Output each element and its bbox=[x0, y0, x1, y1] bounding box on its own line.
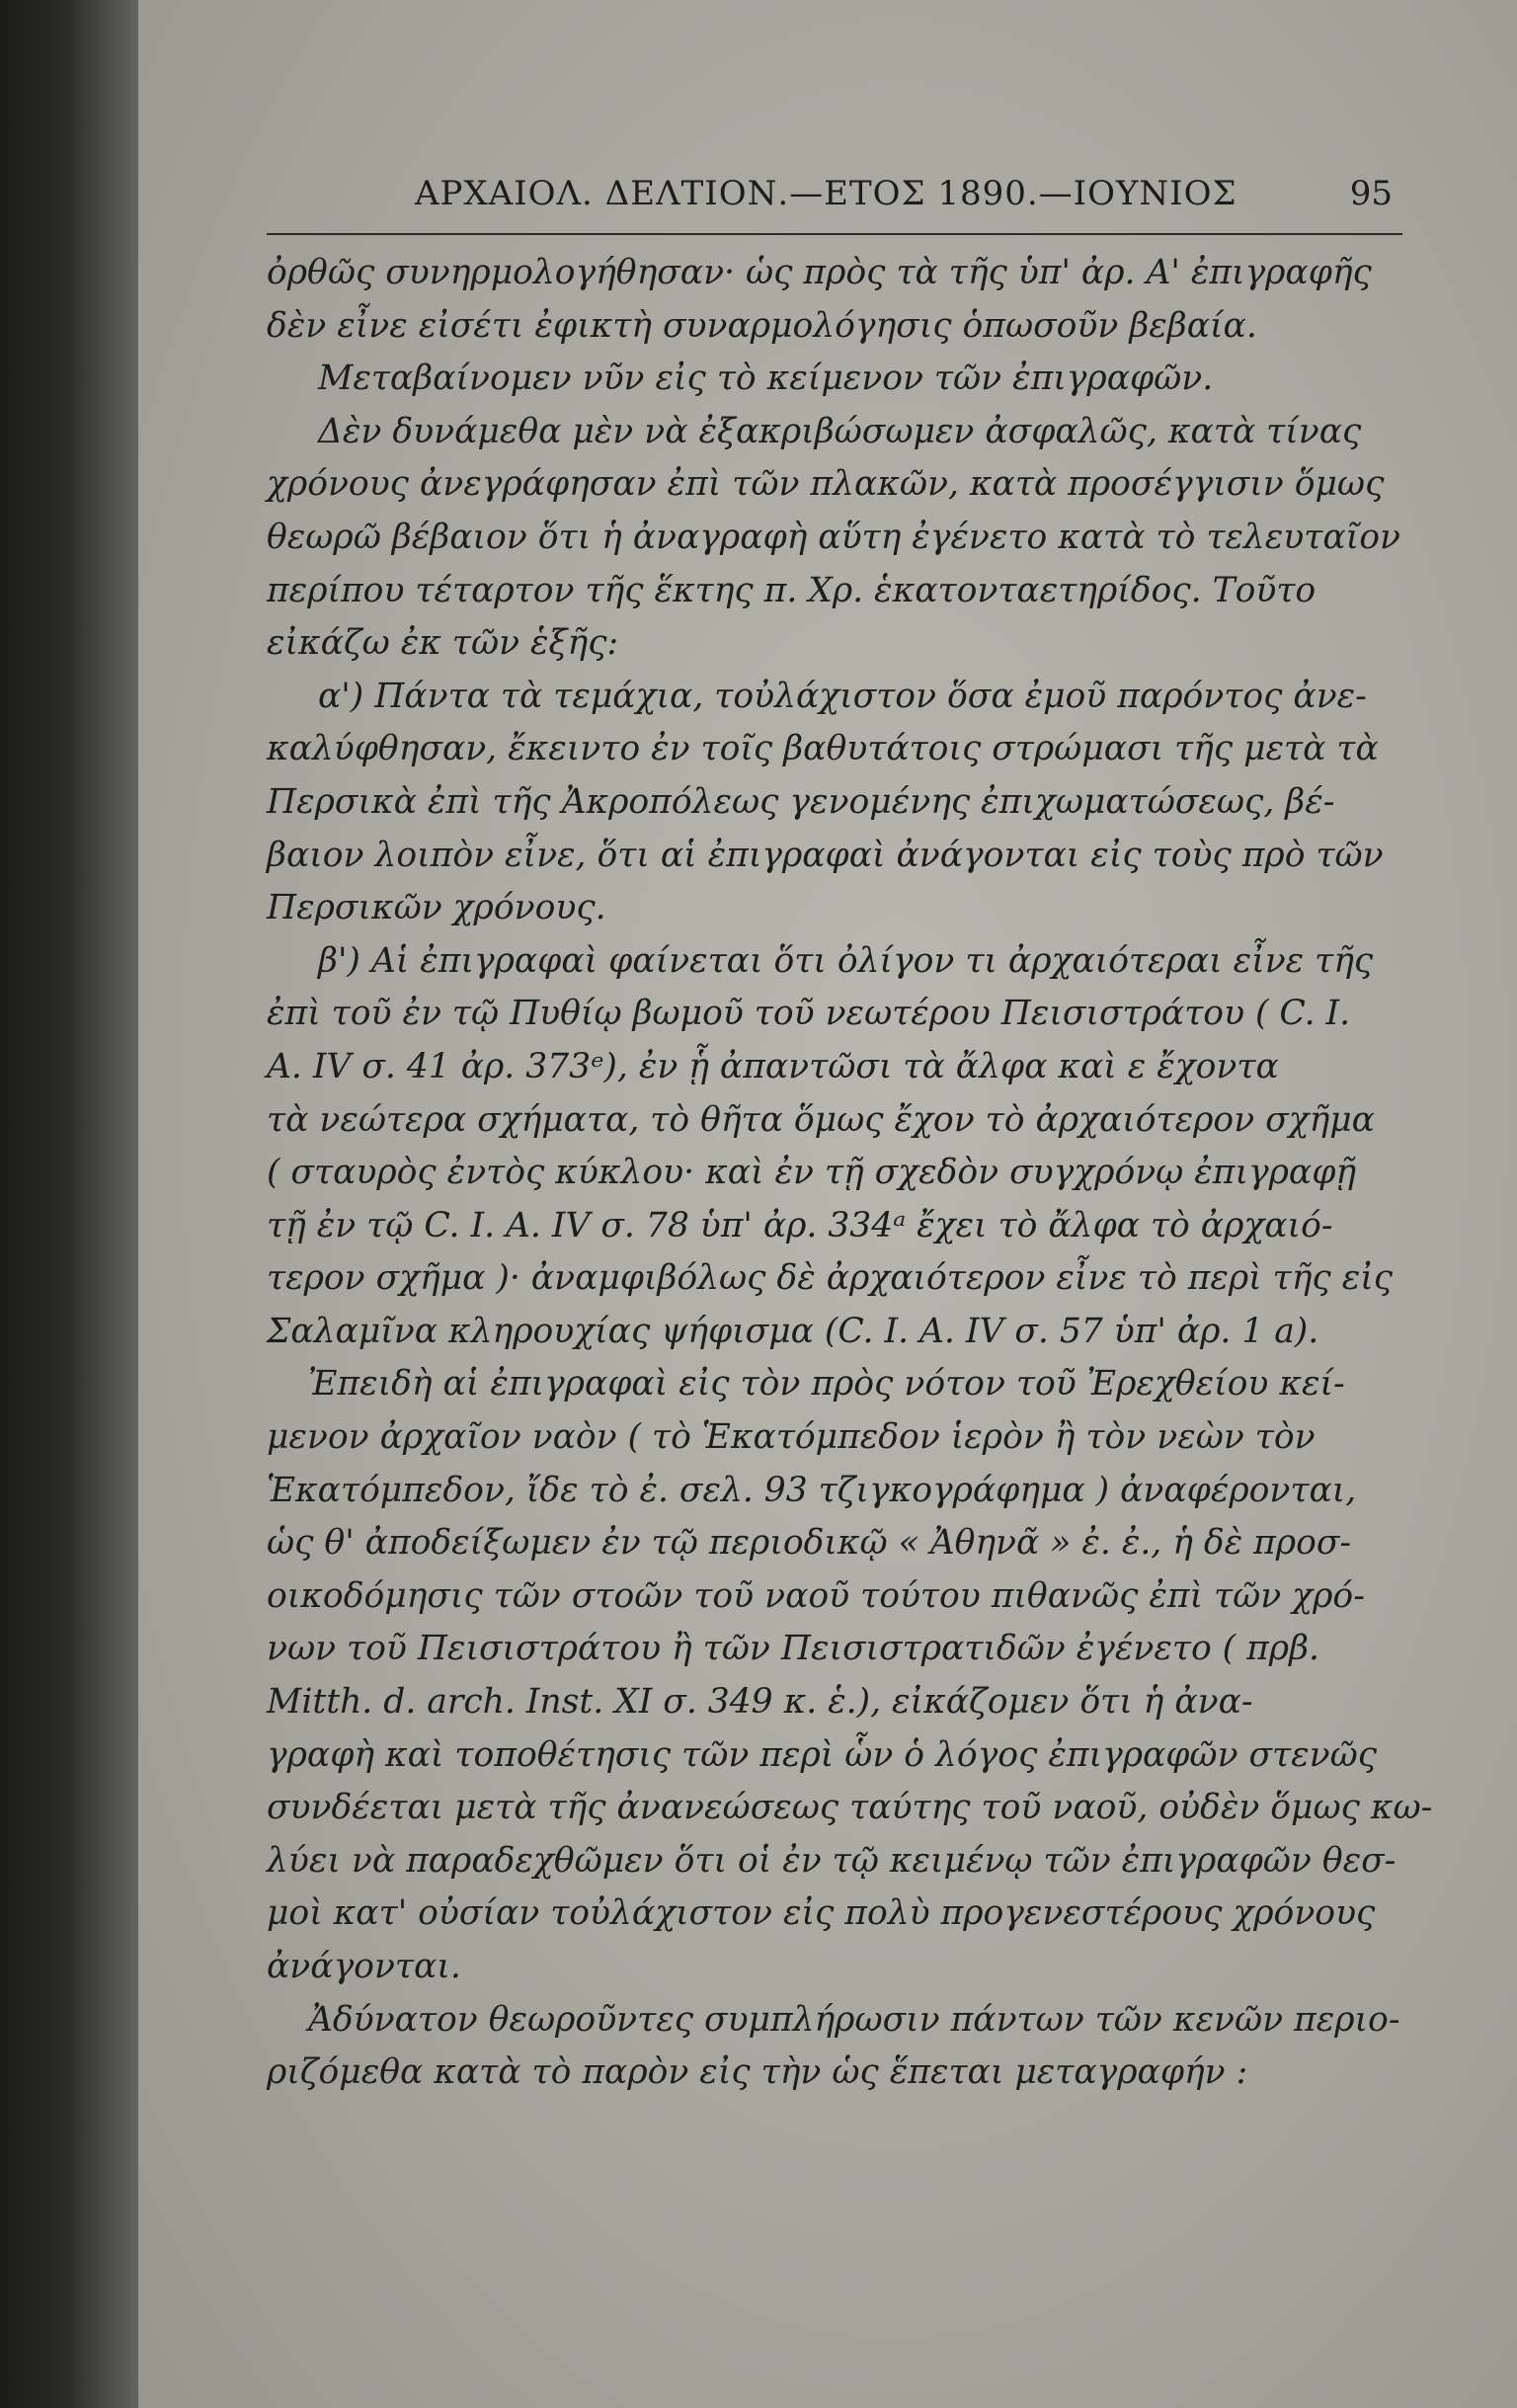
text-line: καλύφθησαν, ἔκειντο ἐν τοῖς βαθυτάτοις στρώμασι τῆς μετὰ τὰ bbox=[267, 729, 1379, 769]
text-line: μοὶ κατ' οὐσίαν τοὐλάχιστον εἰς πολὺ προγενεστέρους χρόνους bbox=[267, 1893, 1376, 1934]
text-line: τῇ ἐν τῷ C. I. A. IV σ. 78 ὑπ' ἀρ. 334ᵃ ἔχει τὸ ἄλφα τὸ ἀρχαιό- bbox=[267, 1205, 1333, 1245]
text-line: λύει νὰ παραδεχθῶμεν ὅτι οἱ ἐν τῷ κειμένῳ τῶν ἐπιγραφῶν θεσ- bbox=[267, 1840, 1397, 1881]
text-line: β') Αἱ ἐπιγραφαὶ φαίνεται ὅτι ὀλίγον τι ἀρχαιότεραι εἶνε τῆς bbox=[318, 940, 1374, 981]
text-line: εἰκάζω ἐκ τῶν ἑξῆς: bbox=[267, 623, 619, 664]
header-title: ΑΡΧΑΙΟΛ. ΔΕΛΤΙΟΝ.—ΕΤΟΣ 1890.—ΙΟΥΝΙΟΣ bbox=[415, 174, 1238, 213]
text-line: περίπου τέταρτον τῆς ἕκτης π. Χρ. ἑκατονταετηρίδος. Τοῦτο bbox=[267, 570, 1317, 610]
text-line: δὲν εἶνε εἰσέτι ἐφικτὴ συναρμολόγησις ὁπωσοῦν βεβαία. bbox=[267, 305, 1257, 346]
text-line: τὰ νεώτερα σχήματα, τὸ θῆτα ὅμως ἔχον τὸ ἀρχαιότερον σχῆμα bbox=[267, 1099, 1375, 1140]
text-line: ριζόμεθα κατὰ τὸ παρὸν εἰς τὴν ὡς ἕπεται μεταγραφήν : bbox=[267, 2052, 1248, 2093]
text-line: οικοδόμησις τῶν στοῶν τοῦ ναοῦ τούτου πιθανῶς ἐπὶ τῶν χρό- bbox=[267, 1575, 1365, 1616]
text-line: α') Πάντα τὰ τεμάχια, τοὐλάχιστον ὅσα ἐμοῦ παρόντος ἀνε- bbox=[318, 676, 1367, 716]
text-line: μενον ἀρχαῖον ναὸν ( τὸ Ἑκατόμπεδον ἱερὸν ἢ τὸν νεὼν τὸν bbox=[267, 1417, 1316, 1458]
text-line: γραφὴ καὶ τοποθέτησις τῶν περὶ ὧν ὁ λόγος ἐπιγραφῶν στενῶς bbox=[267, 1734, 1378, 1775]
text-line: τερον σχῆμα )· ἀναμφιβόλως δὲ ἀρχαιότερον εἶνε τὸ περὶ τῆς εἰς bbox=[267, 1258, 1394, 1299]
text-line: θεωρῶ βέβαιον ὅτι ἡ ἀναγραφὴ αὕτη ἐγένετο κατὰ τὸ τελευταῖον bbox=[267, 517, 1400, 557]
text-line: Μεταβαίνομεν νῦν εἰς τὸ κείμενον τῶν ἐπιγραφῶν. bbox=[318, 359, 1214, 399]
text-line: Ἐπειδὴ αἱ ἐπιγραφαὶ εἰς τὸν πρὸς νότον τοῦ Ἐρεχθείου κεί- bbox=[308, 1364, 1345, 1405]
text-line: A. IV σ. 41 ἀρ. 373ᵉ), ἐν ᾗ ἀπαντῶσι τὰ ἄλφα καὶ ε ἔχοντα bbox=[267, 1046, 1279, 1086]
text-line: Σαλαμῖνα κληρουχίας ψήφισμα (C. I. A. IV σ. 57 ὑπ' ἀρ. 1 a). bbox=[267, 1311, 1319, 1351]
text-line: Ἑκατόμπεδον, ἴδε τὸ ἐ. σελ. 93 τζιγκογράφημα ) ἀναφέρονται, bbox=[267, 1470, 1357, 1510]
text-line: ἐπὶ τοῦ ἐν τῷ Πυθίῳ βωμοῦ τοῦ νεωτέρου Πεισιστράτου ( C. I. bbox=[267, 994, 1351, 1034]
page-number: 95 bbox=[1349, 174, 1393, 213]
running-head bbox=[267, 174, 1393, 233]
text-line: Περσικὰ ἐπὶ τῆς Ἀκροπόλεως γενομένης ἐπιχωματώσεως, βέ- bbox=[267, 781, 1335, 822]
text-line: χρόνους ἀνεγράφησαν ἐπὶ τῶν πλακῶν, κατὰ προσέγγισιν ὅμως bbox=[267, 464, 1385, 505]
text-line: Ἀδύνατον θεωροῦντες συμπλήρωσιν πάντων τῶν κενῶν περιο- bbox=[308, 1999, 1400, 2040]
text-line: ὀρθῶς συνηρμολογήθησαν· ὡς πρὸς τὰ τῆς ὑπ' ἀρ. Α' ἐπιγραφῆς bbox=[267, 253, 1372, 292]
header-rule bbox=[267, 233, 1402, 235]
body-text bbox=[267, 247, 1433, 2100]
text-line: Mitth. d. arch. Inst. XI σ. 349 κ. ἑ.), εἰκάζομεν ὅτι ἡ ἀνα- bbox=[267, 1682, 1253, 1723]
text-line: ἀνάγονται. bbox=[267, 1947, 461, 1986]
text-line: Δὲν δυνάμεθα μὲν νὰ ἐξακριβώσωμεν ἀσφαλῶς, κατὰ τίνας bbox=[318, 411, 1362, 451]
text-line: ( σταυρὸς ἐντὸς κύκλου· καὶ ἐν τῇ σχεδὸν συγχρόνῳ ἐπιγραφῇ bbox=[267, 1153, 1357, 1193]
book-spine-shadow bbox=[0, 0, 148, 2408]
text-line: ὡς θ' ἀποδείξωμεν ἐν τῷ περιοδικῷ « Ἀθηνᾶ » ἐ. ἐ., ἡ δὲ προσ- bbox=[267, 1523, 1352, 1564]
text-line: Περσικῶν χρόνους. bbox=[267, 888, 606, 928]
text-line: βαιον λοιπὸν εἶνε, ὅτι αἱ ἐπιγραφαὶ ἀνάγονται εἰς τοὺς πρὸ τῶν bbox=[267, 835, 1384, 875]
text-line: νων τοῦ Πεισιστράτου ἢ τῶν Πεισιστρατιδῶν ἐγένετο ( πρβ. bbox=[267, 1629, 1319, 1669]
text-line: συνδέεται μετὰ τῆς ἀνανεώσεως ταύτης τοῦ ναοῦ, οὐδὲν ὅμως κω- bbox=[267, 1788, 1433, 1828]
